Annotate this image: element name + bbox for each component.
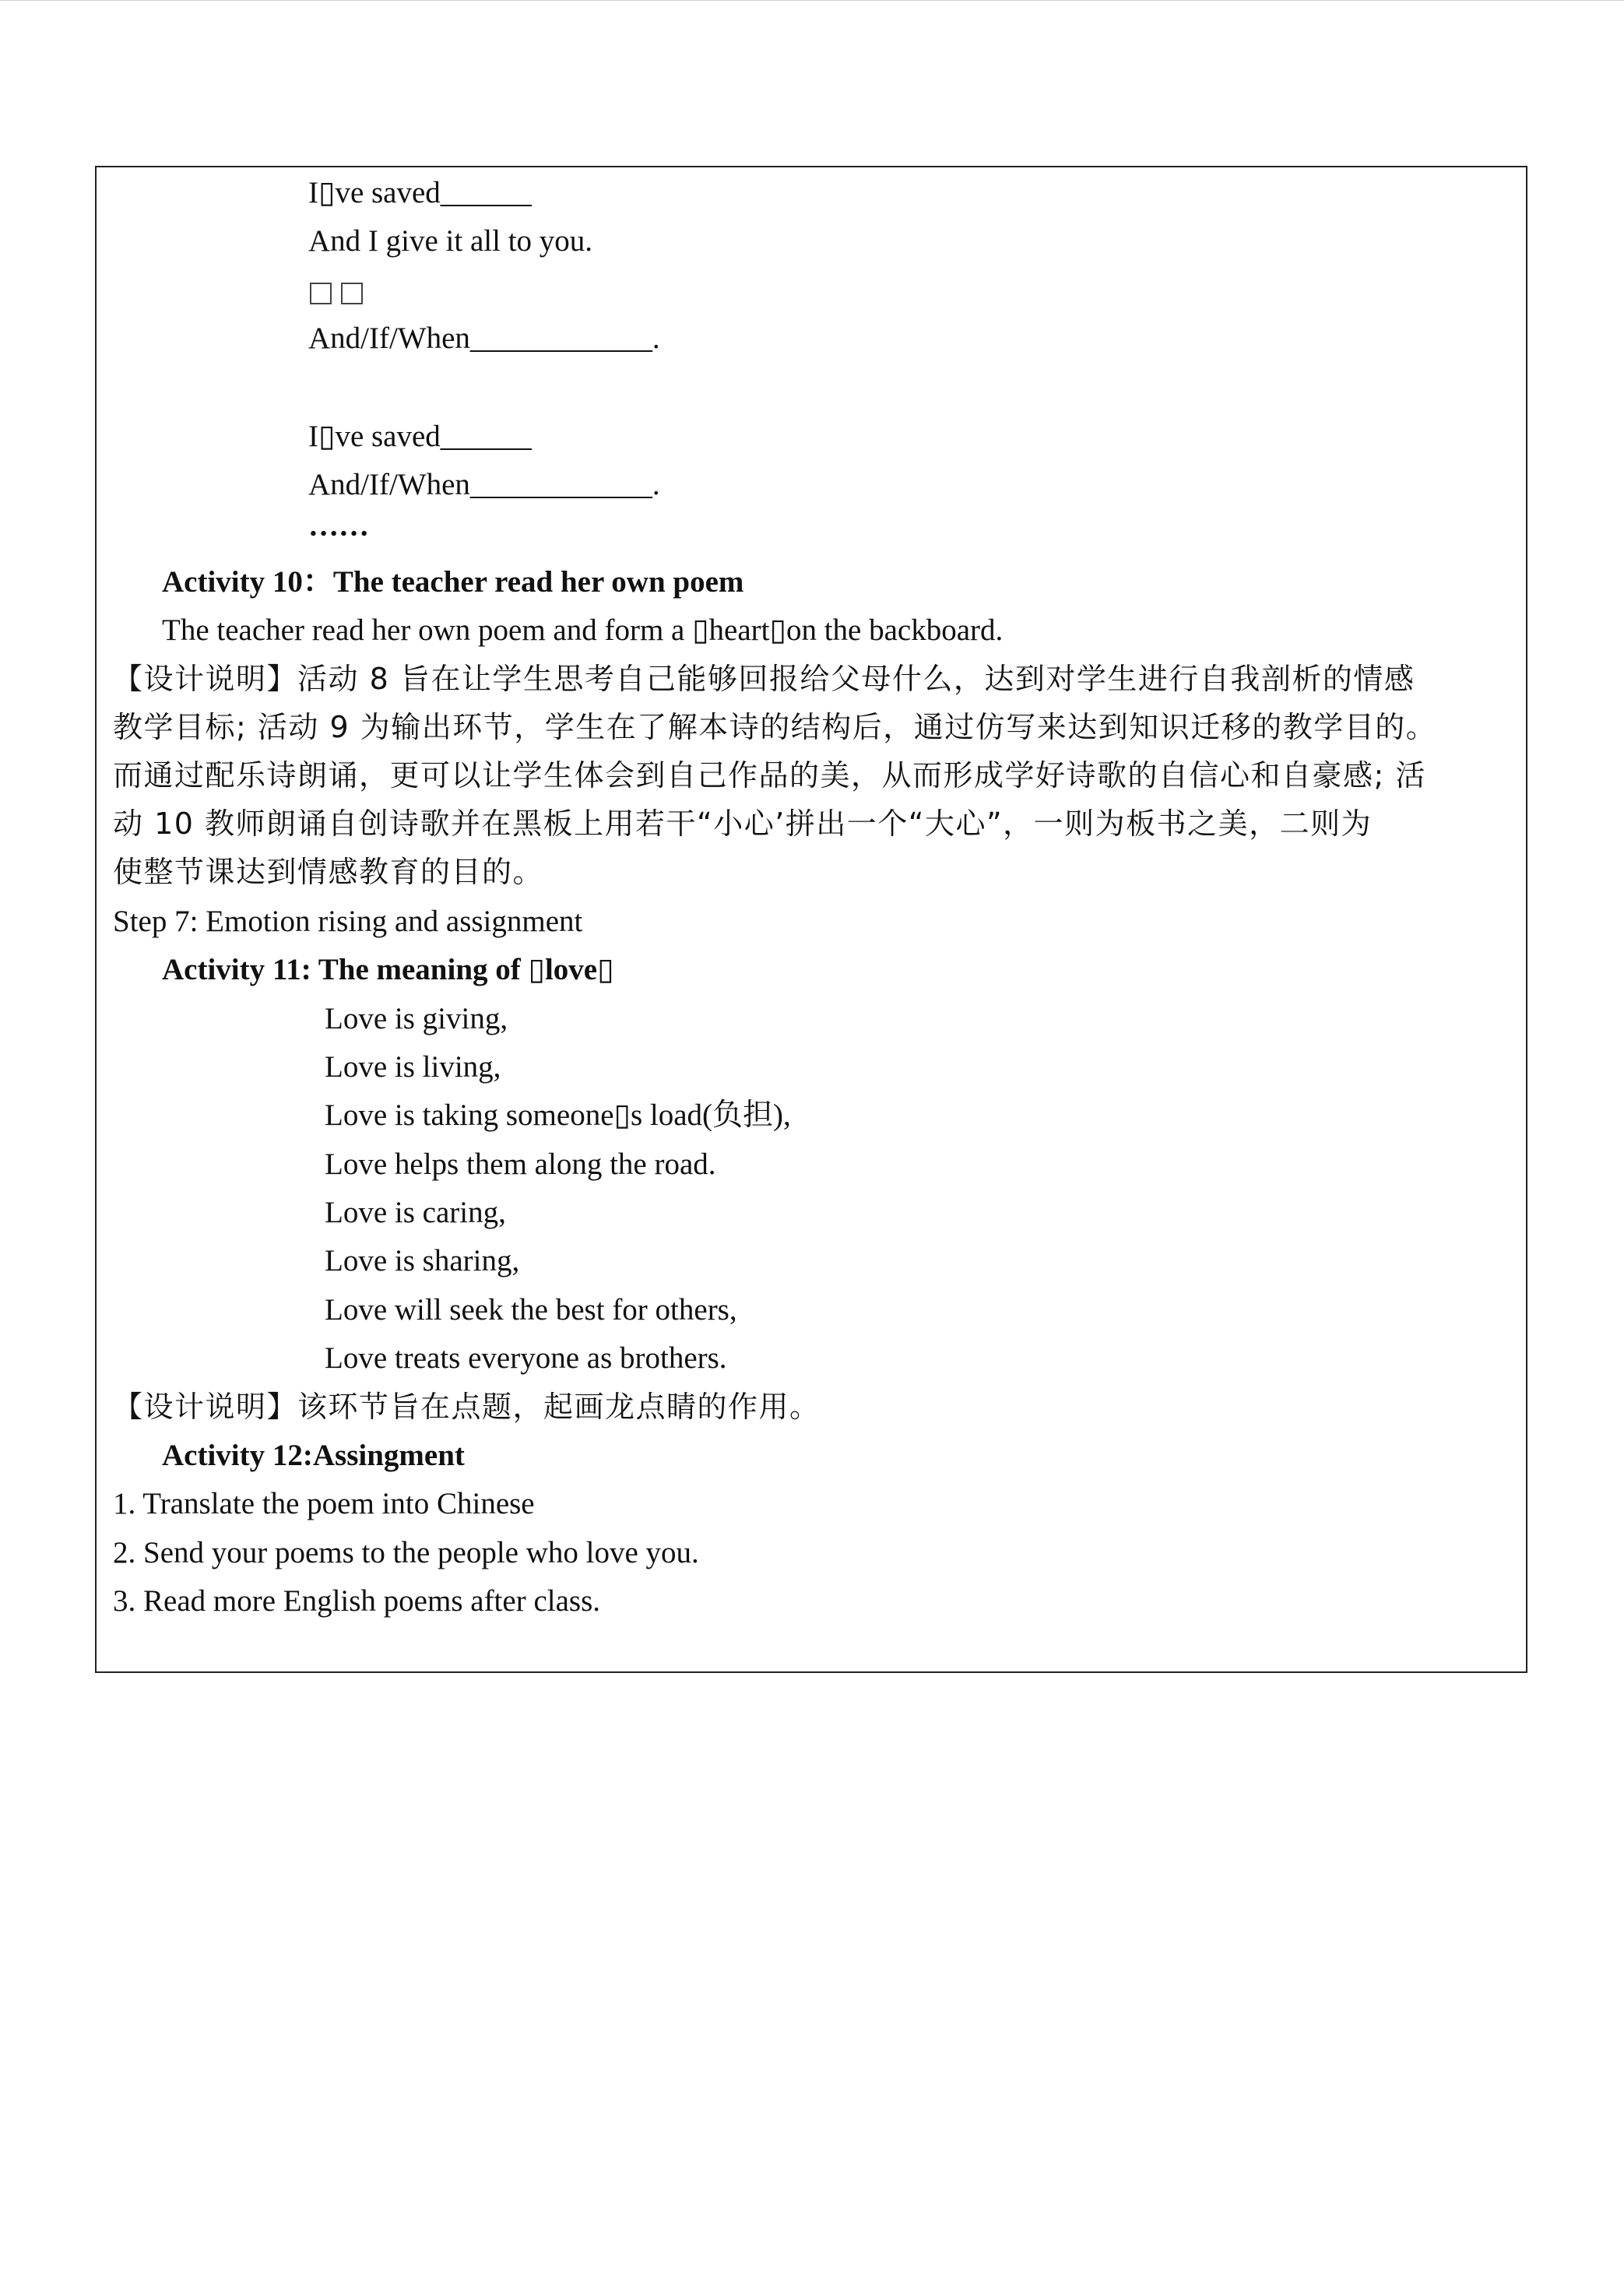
design-note-1-line-5: 使整节课达到情感教育的目的。 xyxy=(113,855,544,889)
design-note-1-line-4: 动 10 教师朗诵自创诗歌并在黑板上用若干“小心’拼出一个“大心”，一则为板书之美，二则为 xyxy=(113,807,1373,841)
activity-11-heading: Activity 11: The meaning of ▯love▯ xyxy=(162,953,614,986)
poem-template-ellipsis: …… xyxy=(308,509,369,543)
love-poem-line-1: Love is giving, xyxy=(325,1002,508,1035)
love-poem-line-6: Love is sharing, xyxy=(325,1244,520,1278)
poem-template-line-3: And/If/When____________. xyxy=(308,322,660,355)
placeholder-boxes xyxy=(310,272,372,310)
design-note-1-line-3: 而通过配乐诗朗诵，更可以让学生体会到自己作品的美，从而形成学好诗歌的自信心和自豪感; 活 xyxy=(113,758,1426,793)
love-poem-line-5: Love is caring, xyxy=(325,1196,506,1229)
activity-10-text: The teacher read her own poem and form a ▯heart▯on the backboard. xyxy=(162,613,1004,647)
love-poem-line-3: Love is taking someone▯s load(负担), xyxy=(325,1098,791,1132)
love-poem-line-2: Love is living, xyxy=(325,1050,501,1084)
assignment-item-3: 3. Read more English poems after class. xyxy=(113,1584,600,1618)
poem-template-line-5: And/If/When____________. xyxy=(308,468,660,501)
poem-template-line-4: I▯ve saved______ xyxy=(308,420,532,453)
assignment-item-1: 1. Translate the poem into Chinese xyxy=(113,1487,535,1520)
love-poem-line-8: Love treats everyone as brothers. xyxy=(325,1341,727,1375)
step-7-heading: Step 7: Emotion rising and assignment xyxy=(113,905,583,938)
love-poem-line-4: Love helps them along the road. xyxy=(325,1148,716,1181)
placeholder-box-icon xyxy=(341,283,363,304)
activity-12-heading: Activity 12:Assingment xyxy=(162,1439,465,1472)
design-note-1-line-2: 教学目标; 活动 9 为输出环节，学生在了解本诗的结构后，通过仿写来达到知识迁移的教学目的。 xyxy=(113,710,1437,744)
placeholder-box-icon xyxy=(310,283,332,304)
page-top-rule xyxy=(0,0,1624,1)
design-note-2: 【设计说明】该环节旨在点题，起画龙点睛的作用。 xyxy=(113,1390,821,1424)
assignment-item-2: 2. Send your poems to the people who love you. xyxy=(113,1536,699,1569)
design-note-1-line-1: 【设计说明】活动 8 旨在让学生思考自己能够回报给父母什么，达到对学生进行自我剖析的情感 xyxy=(113,662,1415,696)
poem-template-line-2: And I give it all to you. xyxy=(308,224,593,258)
activity-10-heading: Activity 10：The teacher read her own poem xyxy=(162,565,744,599)
love-poem-line-7: Love will seek the best for others, xyxy=(325,1293,737,1327)
poem-template-line-1: I▯ve saved______ xyxy=(308,176,532,209)
